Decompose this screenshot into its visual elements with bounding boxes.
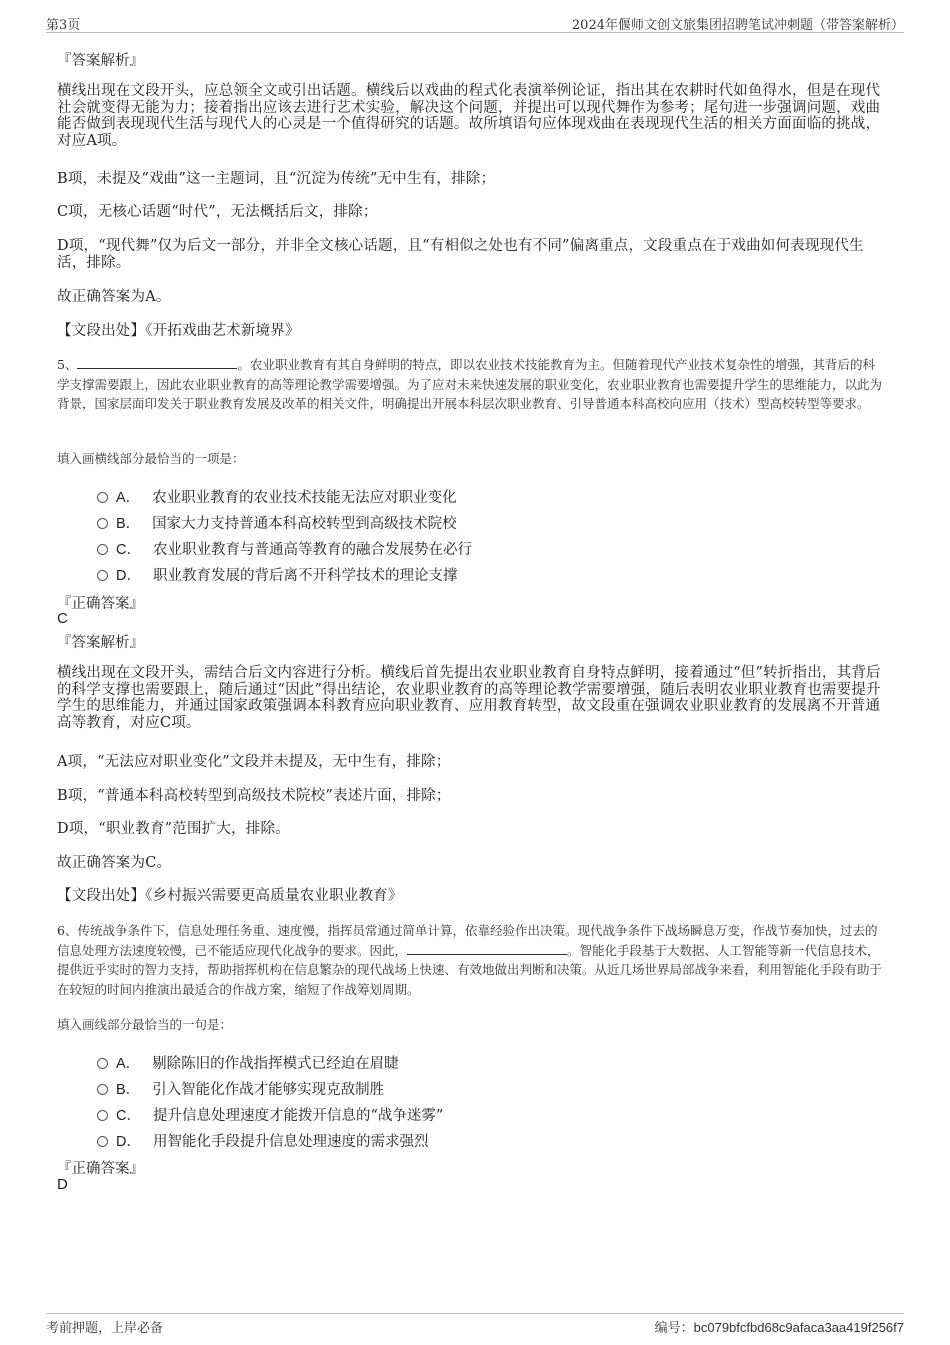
radio-icon[interactable] — [97, 1084, 108, 1095]
page-header — [46, 12, 904, 33]
q6-option-b-text: 引入智能化作战才能够实现克敌制胜 — [152, 1082, 385, 1098]
q6-answer-tag: 『正确答案』 — [57, 1161, 144, 1177]
q5-option-a[interactable] — [97, 486, 457, 507]
page-number: 第3页 — [46, 18, 81, 33]
q4-source: 【文段出处】《开拓戏曲艺术新境界》 — [57, 323, 300, 339]
q4-d-note: D项，“现代舞”仅为后文一部分，并非全文核心话题，且“有相似之处也有不同”偏离重点，文段重点在于戏曲如何表现现代生活，排除。 — [57, 238, 864, 271]
radio-icon[interactable] — [97, 570, 108, 581]
q6-option-c-text: 提升信息处理速度才能拨开信息的“战争迷雾” — [152, 1108, 444, 1124]
q6-option-d-text: 用智能化手段提升信息处理速度的需求强烈 — [152, 1134, 429, 1150]
q5-option-d[interactable] — [97, 564, 457, 585]
q5-option-d-text: 职业教育发展的背后离不开科学技术的理论支撑 — [152, 568, 458, 584]
q5-blank — [77, 357, 237, 369]
q5-option-b[interactable] — [97, 512, 457, 533]
q5-conclusion: 故正确答案为C。 — [57, 855, 172, 871]
document-title: 2024年偃师文创文旅集团招聘笔试冲刺题（带答案解析） — [571, 18, 904, 33]
q6-option-b-label: B． — [116, 1082, 141, 1098]
q6-stem-part-b: 。智能化手段基于大数据、人工智能等新一代信息技术，提供近乎实时的智力支持，帮助指挥机构在信息繁杂的现代战场上快速、有效地做出判断和决策。从近几场世界局部战争来看，利用智能化手段有助于在较短的时间内推演出最适合的作战方案，缩短了作战筹划周期。 — [57, 942, 883, 997]
q4-c-note: C项，无核心话题“时代”，无法概括后文，排除； — [57, 204, 378, 220]
q6-option-d-label: D． — [116, 1134, 141, 1150]
radio-icon[interactable] — [97, 544, 108, 555]
q5-option-b-text: 国家大力支持普通本科高校转型到高级技术院校 — [152, 516, 457, 532]
q5-answer-tag: 『正确答案』 — [57, 596, 144, 612]
q4-analysis: 横线出现在文段开头，应总领全文或引出话题。横线后以戏曲的程式化表演举例论证，指出其在农耕时代如鱼得水，但是在现代社会就变得无能为力；接着指出应该去进行艺术实验，解决这个问题，并提出可以现代舞作为参考；尾句进一步强调问题，戏曲能否做到表现现代生活与现代人的心灵是一个值得研究的话题。故所填语句应体现戏曲在表现现代生活的相关方面面临的挑战，对应A项。 — [57, 83, 881, 149]
q5-a-note: A项，“无法应对职业变化”文段并未提及，无中生有，排除； — [57, 754, 451, 770]
page-footer — [46, 1313, 904, 1336]
q5-analysis-tag: 『答案解析』 — [57, 635, 144, 651]
q6-option-a-text: 剔除陈旧的作战指挥模式已经迫在眉睫 — [152, 1056, 399, 1072]
q6-option-c[interactable] — [97, 1104, 443, 1125]
radio-icon[interactable] — [97, 518, 108, 529]
q6-stem-part-a: 传统战争条件下，信息处理任务重、速度慢，指挥员常通过简单计算，依靠经验作出决策。现代战争条件下战场瞬息万变，作战节奏加快，过去的信息处理方法速度较慢，已不能适应现代化战争的要求。因此， — [57, 923, 878, 958]
q5-b-note: B项，“普通本科高校转型到高级技术院校”表述片面，排除； — [57, 788, 451, 804]
q5-option-c-label: C． — [116, 542, 141, 558]
q6-number: 6、 — [57, 923, 78, 938]
q6-option-b[interactable] — [97, 1078, 384, 1099]
q5-d-note: D项，“职业教育”范围扩大，排除。 — [57, 821, 290, 837]
q5-option-a-label: A． — [116, 490, 141, 506]
radio-icon[interactable] — [97, 1136, 108, 1147]
q6-stem — [57, 921, 887, 999]
footer-serial: 编号：bc079bfcfbd68c9afaca3aa419f256f7 — [654, 1320, 904, 1335]
q5-analysis: 横线出现在文段开头，需结合后文内容进行分析。横线后首先提出农业职业教育自身特点鲜明，接着通过“但”转折指出，其背后的科学支撑也需要跟上，随后通过“因此”得出结论，农业职业教育的高等理论教学需要增强，随后表明农业职业教育也需要提升学生的思维能力，并通过国家政策强调本科教育应向职业教育、应用教育转型，故文段重在强调农业职业教育的发展离不开普通高等教育，对应C项。 — [57, 665, 881, 731]
radio-icon[interactable] — [97, 1058, 108, 1069]
radio-icon[interactable] — [97, 492, 108, 503]
q5-prompt: 填入画横线部分最恰当的一项是： — [57, 451, 245, 466]
q6-option-a[interactable] — [97, 1052, 399, 1073]
q6-option-a-label: A． — [116, 1056, 141, 1072]
q5-number: 5、 — [57, 357, 78, 372]
q5-source: 【文段出处】《乡村振兴需要更高质量农业职业教育》 — [57, 888, 403, 904]
q6-option-c-label: C． — [116, 1108, 141, 1124]
q5-option-d-label: D． — [116, 568, 141, 584]
q5-option-c-text: 农业职业教育与普通高等教育的融合发展势在必行 — [152, 542, 472, 558]
q4-conclusion: 故正确答案为A。 — [57, 289, 171, 305]
q5-option-c[interactable] — [97, 538, 472, 559]
q4-b-note: B项，未提及“戏曲”这一主题词，且“沉淀为传统”无中生有，排除； — [57, 171, 496, 187]
q4-analysis-tag: 『答案解析』 — [57, 53, 144, 69]
q5-answer: C — [57, 610, 68, 627]
q5-option-b-label: B． — [116, 516, 141, 532]
q6-prompt: 填入画线部分最恰当的一句是： — [57, 1017, 233, 1032]
q6-blank — [407, 943, 567, 955]
q5-option-a-text: 农业职业教育的农业技术技能无法应对职业变化 — [152, 490, 457, 506]
q6-option-d[interactable] — [97, 1130, 428, 1151]
q5-stem — [57, 355, 887, 414]
q6-answer: D — [57, 1176, 68, 1193]
q5-stem-text: 。农业职业教育有其自身鲜明的特点，即以农业技术技能教育为主。但随着现代产业技术复杂性的增强，其背后的科学支撑需要跟上，因此农业职业教育的高等理论教学需要增强。为了应对未来快速发展的职业变化，农业职业教育也需要提升学生的思维能力，以此为背景，国家层面印发关于职业教育发展及改革的相关文件，明确提出开展本科层次职业教育、引导普通本科高校向应用（技术）型高校转型等要求。 — [57, 357, 883, 411]
footer-slogan: 考前押题，上岸必备 — [46, 1321, 164, 1336]
radio-icon[interactable] — [97, 1110, 108, 1121]
